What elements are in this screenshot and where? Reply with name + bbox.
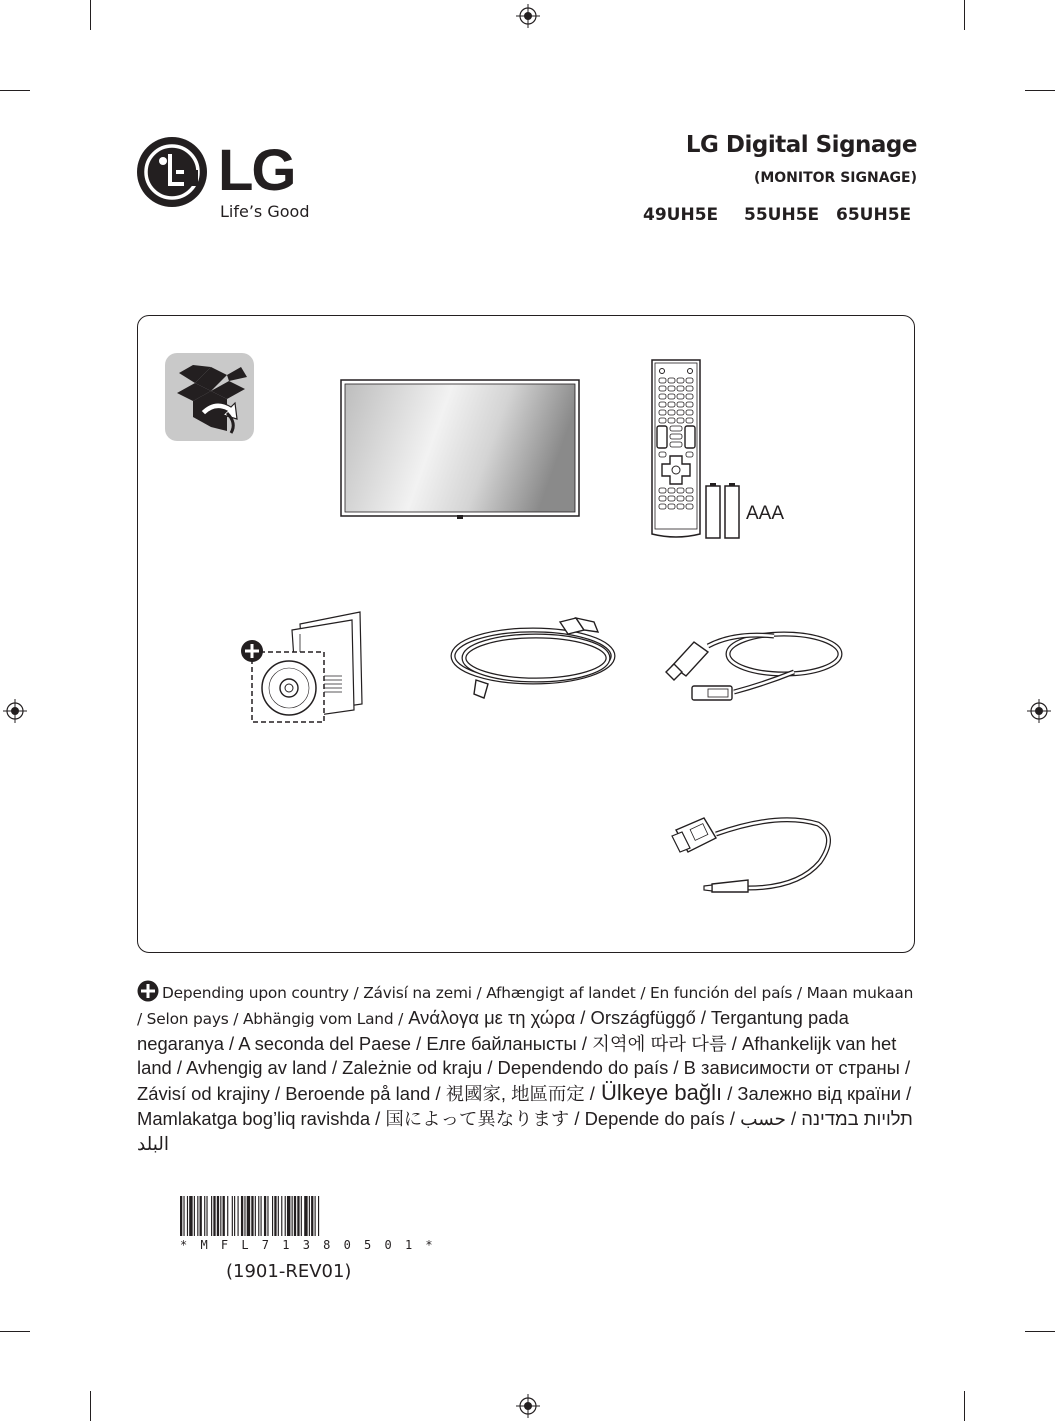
- barcode-icon: [180, 1196, 385, 1236]
- barcode-bar: [304, 1196, 307, 1236]
- barcode-bar: [238, 1196, 239, 1236]
- barcode-bar: [200, 1196, 202, 1236]
- hdmi-cable-icon: [664, 614, 846, 708]
- barcode-bar: [301, 1196, 302, 1236]
- ir-receiver-cable-icon: [668, 812, 834, 896]
- barcode-bar: [258, 1196, 259, 1236]
- crop-mark: [964, 1391, 965, 1421]
- model-number: 55UH5E: [744, 205, 820, 225]
- barcode-bar: [274, 1196, 276, 1236]
- barcode-bar: [294, 1196, 296, 1236]
- crop-mark: [90, 1391, 91, 1421]
- plus-circle-icon: [137, 980, 159, 1002]
- note-text-turkish: Ülkeye bağlı: [594, 1080, 723, 1106]
- lg-tagline: Life’s Good: [220, 202, 310, 221]
- barcode-bar: [194, 1196, 195, 1236]
- barcode-bar: [297, 1196, 299, 1236]
- remote-control-icon: [650, 358, 702, 540]
- barcode-bar: [247, 1196, 250, 1236]
- barcode-bar: [309, 1196, 310, 1236]
- barcode-bar: [241, 1196, 243, 1236]
- barcode-bar: [183, 1196, 184, 1236]
- crop-mark: [0, 1331, 30, 1332]
- model-number: 49UH5E: [643, 205, 719, 225]
- barcode-bar: [272, 1196, 273, 1236]
- lg-wordmark: LG: [218, 138, 295, 203]
- model-number: 65UH5E: [836, 205, 912, 225]
- barcode-bar: [264, 1196, 266, 1236]
- crop-mark: [90, 0, 91, 30]
- battery-type-label: AAA: [746, 503, 785, 524]
- barcode-bar: [197, 1196, 198, 1236]
- barcode-bar: [227, 1196, 228, 1236]
- note-text-lead: Depending upon country / Závisí na zemi / Afhængigt af landet / En función del país / Maan mukaan / Selon pays / Abhängig vom Land /: [137, 984, 914, 1028]
- barcode-text: * M F L 7 1 3 8 0 5 0 1 *: [180, 1238, 436, 1252]
- registration-mark-icon: [1027, 699, 1051, 723]
- registration-mark-icon: [516, 4, 540, 28]
- barcode-bar: [281, 1196, 282, 1236]
- barcode-bar: [180, 1196, 182, 1236]
- lg-logo: [136, 136, 326, 226]
- crop-mark: [1025, 1331, 1055, 1332]
- barcode-bar: [278, 1196, 279, 1236]
- crop-mark: [0, 90, 30, 91]
- monitor-icon: [340, 379, 580, 520]
- barcode-bar: [267, 1196, 268, 1236]
- barcode-bar: [234, 1196, 235, 1236]
- crop-mark: [964, 0, 965, 30]
- manual-cd-icon: [240, 608, 366, 726]
- registration-mark-icon: [516, 1394, 540, 1418]
- batteries-icon: [704, 482, 742, 540]
- barcode-bar: [189, 1196, 192, 1236]
- barcode-bar: [255, 1196, 256, 1236]
- revision-code: (1901-REV01): [226, 1261, 352, 1282]
- barcode-bar: [285, 1196, 286, 1236]
- barcode-bar: [220, 1196, 221, 1236]
- barcode-bar: [315, 1196, 316, 1236]
- barcode-bar: [318, 1196, 319, 1236]
- barcode-bar: [261, 1196, 262, 1236]
- barcode-bar: [211, 1196, 212, 1236]
- lg-face-icon: [136, 136, 208, 208]
- barcode-bar: [204, 1196, 205, 1236]
- barcode-bar: [292, 1196, 293, 1236]
- barcode-bar: [213, 1196, 215, 1236]
- barcode-bar: [311, 1196, 313, 1236]
- barcode-bar: [217, 1196, 219, 1236]
- crop-mark: [1025, 90, 1055, 91]
- registration-mark-icon: [3, 699, 27, 723]
- barcode-bar: [206, 1196, 207, 1236]
- barcode-bar: [287, 1196, 290, 1236]
- barcode-bar: [187, 1196, 188, 1236]
- barcode-bar: [232, 1196, 233, 1236]
- availability-note: [137, 980, 917, 1157]
- product-subtitle: (MONITOR SIGNAGE): [753, 170, 917, 186]
- barcode-bar: [251, 1196, 253, 1236]
- power-cord-icon: [448, 612, 618, 702]
- barcode-bar: [223, 1196, 225, 1236]
- box-open-icon: [165, 353, 254, 441]
- note-text-body: / Залежно від країни / Mamlakatga bog’liq ravishda / 国によって異なります / Depende do país / תלויות במדינה / حسب البلد: [137, 1083, 913, 1154]
- note-text-body: Ανάλογα με τη χώρα / Országfüggő / Tergantung pada negaranya / A seconda del Paese / Елге байланысты / 지역에 따라 다름 / Afhankelijk van het land / Avhengig av land / Zależnie od kraju / Dependendo do país / В зависимости от страны / Závisí od krajiny / Beroende på land / 視國家, 地區而定 /: [137, 1006, 911, 1105]
- product-title: LG Digital Signage: [685, 132, 917, 158]
- barcode-bar: [244, 1196, 245, 1236]
